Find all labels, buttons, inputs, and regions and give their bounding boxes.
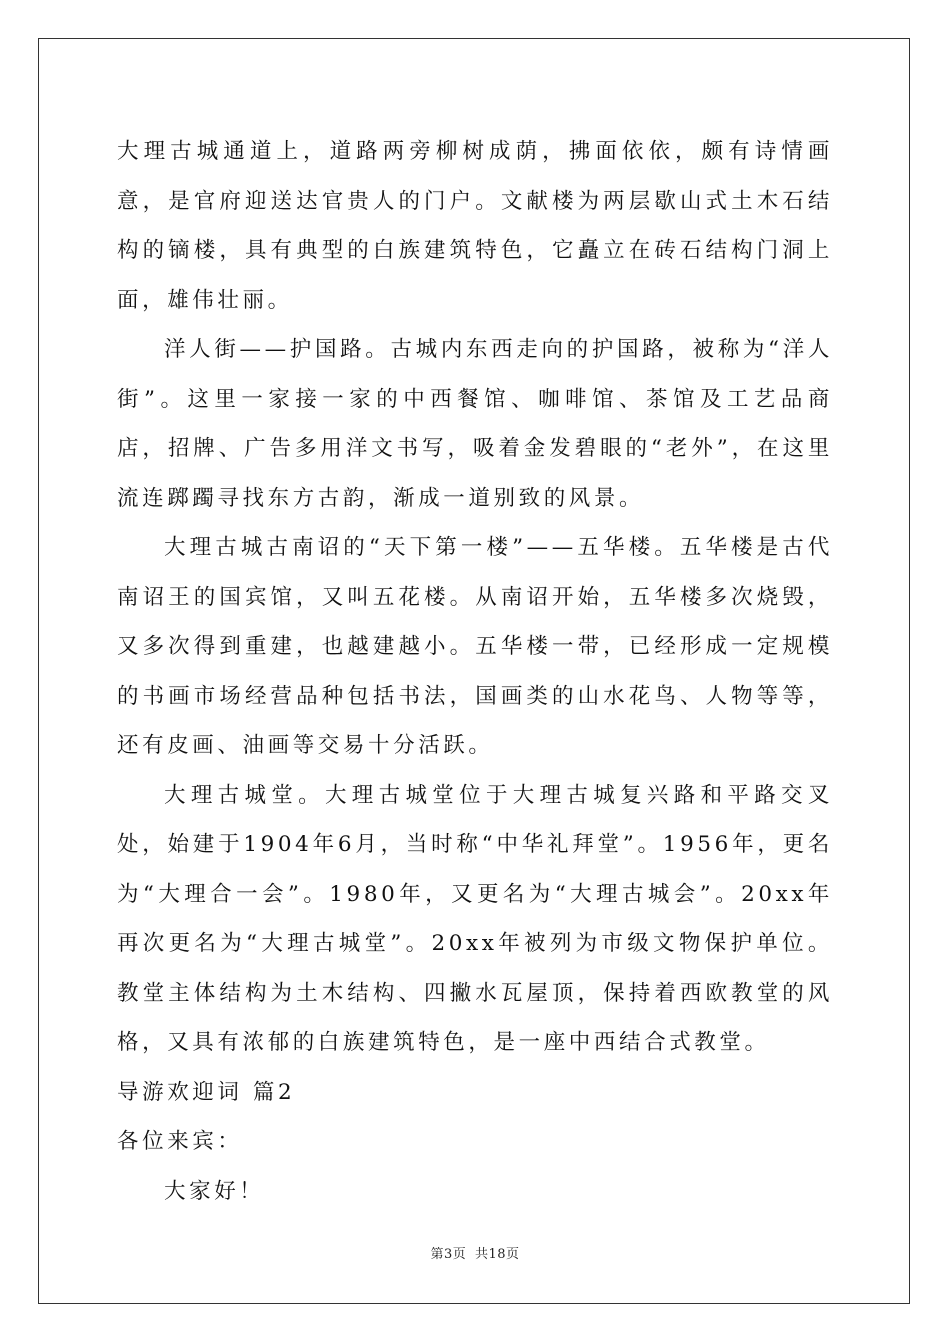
- section-heading: 导游欢迎词 篇2: [117, 1079, 296, 1105]
- greeting: 大家好！: [164, 1178, 265, 1204]
- document-body: [117, 127, 833, 1216]
- paragraph-wuhua-tower: 大理古城古南诏的“天下第一楼”——五华楼。五华楼是古代南诏王的国宾馆，又叫五花楼。从南诏开始，五华楼多次烧毁，又多次得到重建，也越建越小。五华楼一带，已经形成一定规模的书画市场经营品种包括书法，国画类的山水花鸟、人物等等，还有皮画、油画等交易十分活跃。: [117, 535, 833, 758]
- paragraph-ancient-city-church: 大理古城堂。大理古城堂位于大理古城复兴路和平路交叉处，始建于1904年6月，当时称“中华礼拜堂”。1956年，更名为“大理合一会”。1980年，又更名为“大理古城会”。20xx年再次更名为“大理古城堂”。20xx年被列为市级文物保护单位。教堂主体结构为土木结构、四撇水瓦屋顶，保持着西欧教堂的风格，又具有浓郁的白族建筑特色，是一座中西结合式教堂。: [117, 782, 833, 1055]
- salutation: 各位来宾：: [117, 1129, 243, 1154]
- page-footer: [0, 1246, 950, 1264]
- page-total: 共18页: [474, 1247, 520, 1262]
- paragraph-city-gate: 大理古城通道上，道路两旁柳树成荫，拂面依依，颇有诗情画意，是官府迎送达官贵人的门户。文献楼为两层歇山式土木石结构的镝楼，具有典型的白族建筑特色，它矗立在砖石结构门洞上面，雄伟壮丽。: [117, 139, 833, 313]
- paragraph-foreigner-street: 洋人街——护国路。古城内东西走向的护国路，被称为“洋人街”。这里一家接一家的中西餐馆、咖啡馆、茶馆及工艺品商店，招牌、广告多用洋文书写，吸着金发碧眼的“老外”，在这里流连踯躅寻找东方古韵，渐成一道别致的风景。: [117, 337, 833, 511]
- page-number: 第3页: [430, 1247, 467, 1262]
